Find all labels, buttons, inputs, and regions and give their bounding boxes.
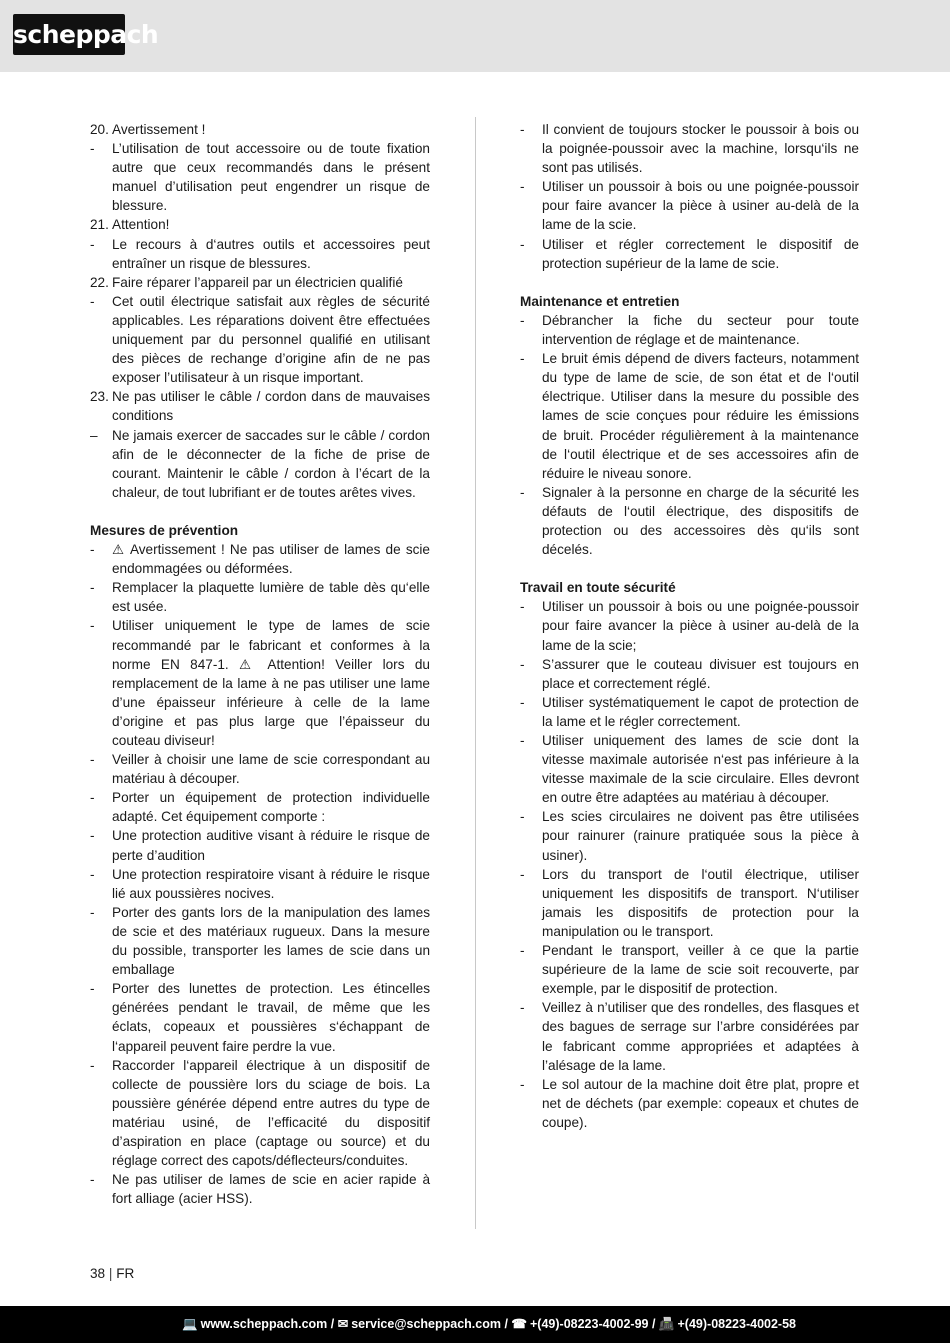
right-column	[520, 120, 859, 1132]
section-heading: Mesures de prévention	[90, 522, 239, 538]
footer-fax: +(49)-08223-4002-58	[677, 1317, 796, 1331]
list-item	[90, 235, 430, 273]
list-item-text: S’assurer que le couteau divisuer est toujours en place et correctement réglé.	[542, 656, 859, 691]
laptop-icon: 💻	[182, 1317, 198, 1331]
list-item	[520, 483, 859, 559]
list-item-text: Les scies circulaires ne doivent pas être utilisées pour rainurer (rainure pratiquée sous la pièce à usiner).	[542, 809, 859, 863]
brand-logo: scheppach	[13, 14, 125, 55]
list-marker: -	[90, 1057, 95, 1073]
list-marker: -	[520, 1076, 525, 1092]
list-item-text: Il convient de toujours stocker le poussoir à bois ou la poignée-poussoir avec la machine, lorsqu‘ils ne sont pas utilisés.	[542, 122, 859, 176]
list-item-text: Débrancher la fiche du secteur pour toute intervention de réglage et de maintenance.	[542, 312, 859, 348]
list-marker: -	[520, 733, 525, 748]
list-item	[90, 387, 430, 425]
list-item	[90, 273, 430, 292]
list-marker: 21.	[90, 217, 109, 233]
list-item	[520, 941, 859, 998]
list-marker: -	[520, 809, 525, 825]
list-item	[520, 655, 859, 693]
list-item	[90, 292, 430, 387]
column-divider	[475, 117, 476, 1229]
list-marker: -	[520, 1000, 525, 1016]
list-marker: 20.	[90, 122, 109, 137]
list-item	[90, 139, 430, 215]
list-item-text: Utiliser et régler correctement le dispositif de protection supérieur de la lame de scie.	[542, 236, 859, 271]
left-column	[90, 120, 430, 1208]
list-item	[90, 903, 430, 979]
list-item	[520, 311, 859, 349]
list-item-text: L’utilisation de tout accessoire ou de toute fixation autre que ceux recommandés dans le présent manuel d’utilisation peut engendrer un risque de blessure.	[112, 141, 430, 214]
list-item	[520, 865, 859, 941]
list-item-text: Veiller à choisir une lame de scie correspondant au matériau à découper.	[112, 752, 430, 787]
list-marker: -	[520, 351, 525, 367]
list-marker: -	[90, 618, 95, 634]
list-item-text: Porter des lunettes de protection. Les étincelles générées pendant le travail, de même que les éclats, copeaux et poussières s‘échappant de l‘appareil peuvent faire perdre la vue.	[112, 981, 430, 1054]
list-marker: -	[90, 981, 95, 997]
page-number-value: 38	[90, 1266, 106, 1281]
list-marker: -	[90, 790, 95, 806]
list-marker: -	[90, 866, 95, 882]
list-item-text: Remplacer la plaquette lumière de table dès qu‘elle est usée.	[112, 580, 430, 615]
list-item-text: Une protection respiratoire visant à réduire le risque lié aux poussières nocives.	[112, 866, 430, 901]
list-item	[520, 235, 859, 273]
list-item	[90, 750, 430, 788]
list-item-text: Faire réparer l’appareil par un électricien qualifié	[112, 274, 403, 290]
list-item	[520, 807, 859, 864]
footer-bar	[0, 1306, 950, 1343]
list-marker: -	[520, 866, 525, 882]
list-item	[90, 1170, 430, 1208]
list-marker: -	[90, 904, 95, 920]
list-item	[520, 177, 859, 234]
list-marker: -	[90, 236, 95, 252]
list-marker: -	[520, 656, 525, 672]
list-item-text: Porter des gants lors de la manipulation des lames de scie et des matériaux rugueux. Dans la mesure du possible, transporter les lames de scie dans un emballage	[112, 904, 430, 978]
list-item-text: Pendant le transport, veiller à ce que la partie supérieure de la lame de scie soit recouverte, par exemple, par le dispositif de protection.	[542, 943, 859, 997]
list-marker: -	[520, 943, 525, 959]
list-item-text: Utiliser uniquement le type de lames de scie recommandé par le fabricant et conformes à la norme EN 847-1. ⚠ Attention! Veiller lors du remplacement de la lame à ne pas utiliser une lame d’une épaisseur inférieure à celle de la lame d’origine et pas plus large que l’épaisseur du couteau diviseur!	[112, 618, 430, 748]
list-item-text: Ne pas utiliser le câble / cordon dans de mauvaises conditions	[112, 389, 430, 424]
list-item-text: Ne pas utiliser de lames de scie en acier rapide à fort alliage (acier HSS).	[112, 1172, 430, 1207]
list-item	[90, 1056, 430, 1171]
list-marker: -	[90, 752, 95, 768]
footer-contacts	[182, 1316, 796, 1332]
list-marker: 23.	[90, 389, 109, 405]
list-item	[520, 998, 859, 1074]
list-item-text: Avertissement !	[112, 122, 206, 137]
list-item-text: Le recours à d‘autres outils et accessoires peut entraîner un risque de blessures.	[112, 236, 430, 271]
page-separator: |	[108, 1266, 113, 1281]
list-item	[90, 215, 430, 234]
list-item	[520, 1075, 859, 1132]
list-marker: -	[520, 599, 525, 615]
mail-icon: ✉	[337, 1317, 349, 1331]
list-item-text: Utiliser un poussoir à bois ou une poignée-poussoir pour faire avancer la pièce à usiner au-delà de la lame de la scie.	[542, 179, 859, 233]
list-item	[90, 788, 430, 826]
list-item-text: Le bruit émis dépend de divers facteurs, notamment du type de lame de scie, de son état et de l‘outil électrique. Utiliser dans la mesure du possible des lames de scie conçues pour réduire les émissions de bruit. Procéder régulièrement à la maintenance de l‘outil électrique et de ses accessoires afin de réduire le niveau sonore.	[542, 351, 859, 481]
list-marker: -	[90, 580, 95, 596]
list-item-text: Le sol autour de la machine doit être plat, propre et net de déchets (par exemple: copeaux et chutes de coupe).	[542, 1076, 859, 1130]
list-item-text: Porter un équipement de protection individuelle adapté. Cet équipement comporte :	[112, 790, 430, 825]
list-item	[520, 349, 859, 483]
list-item-text: Utiliser uniquement des lames de scie dont la vitesse maximale autorisée n‘est pas inférieure à la vitesse maximale de la scie circulaire. Elles devront en outre être adaptées au matériau à découper.	[542, 733, 859, 806]
list-marker: –	[90, 427, 98, 443]
list-item-text: Veillez à n’utiliser que des rondelles, des flasques et des bagues de serrage sur l’arbre considérées par le fabricant comme appropriées et adaptées à l’alésage de la lame.	[542, 1000, 859, 1073]
list-item	[90, 120, 430, 139]
list-item	[520, 731, 859, 807]
footer-email[interactable]: service@scheppach.com /	[351, 1317, 508, 1331]
footer-website[interactable]: www.scheppach.com /	[200, 1317, 335, 1331]
list-item-text: Signaler à la personne en charge de la sécurité les défauts de l‘outil électrique, des dispositifs de protection ou des accessoires dès qu‘ils sont décelés.	[542, 484, 859, 558]
list-item	[90, 826, 430, 864]
phone-icon: ☎	[511, 1317, 527, 1331]
list-item	[90, 979, 430, 1055]
page-number	[90, 1266, 134, 1281]
list-marker: -	[90, 141, 95, 157]
list-marker: -	[90, 293, 95, 309]
list-item	[90, 578, 430, 616]
list-item-text: Utiliser systématiquement le capot de protection de la lame et le régler correctement.	[542, 694, 859, 729]
list-item-text: Utiliser un poussoir à bois ou une poignée-poussoir pour faire avancer la pièce à usiner au-delà de la lame de la scie;	[542, 599, 859, 653]
footer-phone: +(49)-08223-4002-99 /	[530, 1317, 656, 1331]
section-heading: Maintenance et entretien	[520, 293, 680, 309]
list-item	[90, 540, 430, 578]
list-marker: 22.	[90, 274, 109, 290]
list-item	[520, 693, 859, 731]
list-item-text: Ne jamais exercer de saccades sur le câble / cordon afin de le déconnecter de la fiche de prise de courant. Maintenir le câble / cordon à l’écart de la chaleur, de tout lubrifiant er de toutes arêtes vives.	[112, 427, 430, 500]
list-item	[90, 616, 430, 750]
list-item	[520, 597, 859, 654]
list-marker: -	[520, 484, 525, 500]
list-item-text: ⚠ Avertissement ! Ne pas utiliser de lames de scie endommagées ou déformées.	[112, 542, 430, 577]
list-marker: -	[520, 122, 525, 137]
list-item	[520, 120, 859, 177]
list-item-text: Lors du transport de l‘outil électrique, utiliser uniquement les dispositifs de transport. N‘utiliser jamais les dispositifs de protection pour la manipulation ou le transport.	[542, 866, 859, 939]
list-item-text: Attention!	[112, 217, 170, 233]
list-marker: -	[520, 312, 525, 328]
section-heading: Travail en toute sécurité	[520, 580, 676, 596]
page-language: FR	[116, 1266, 135, 1281]
list-item-text: Une protection auditive visant à réduire le risque de perte d’audition	[112, 828, 430, 863]
list-marker: -	[90, 542, 95, 558]
list-marker: -	[520, 179, 525, 195]
list-item-text: Raccorder l‘appareil électrique à un dispositif de collecte de poussière lors du sciage de bois. La poussière générée dépend entre autres du type de matériau usiné, de l’efficacité du dispositif d’aspiration en place (captage ou source) et du réglage correct des capots/déflecteurs/conduites.	[112, 1057, 430, 1169]
list-marker: -	[90, 828, 95, 844]
list-marker: -	[520, 236, 525, 252]
list-item	[90, 426, 430, 502]
list-marker: -	[90, 1172, 95, 1188]
fax-icon: 📠	[658, 1317, 675, 1331]
list-marker: -	[520, 694, 525, 710]
list-item	[90, 865, 430, 903]
list-item-text: Cet outil électrique satisfait aux règles de sécurité applicables. Les réparations doivent être effectuées uniquement par du personnel qualifié en utilisant des pièces de rechange d’origine afin de ne pas exposer l’utilisateur à un risque important.	[112, 293, 430, 386]
header-bar	[0, 0, 950, 72]
